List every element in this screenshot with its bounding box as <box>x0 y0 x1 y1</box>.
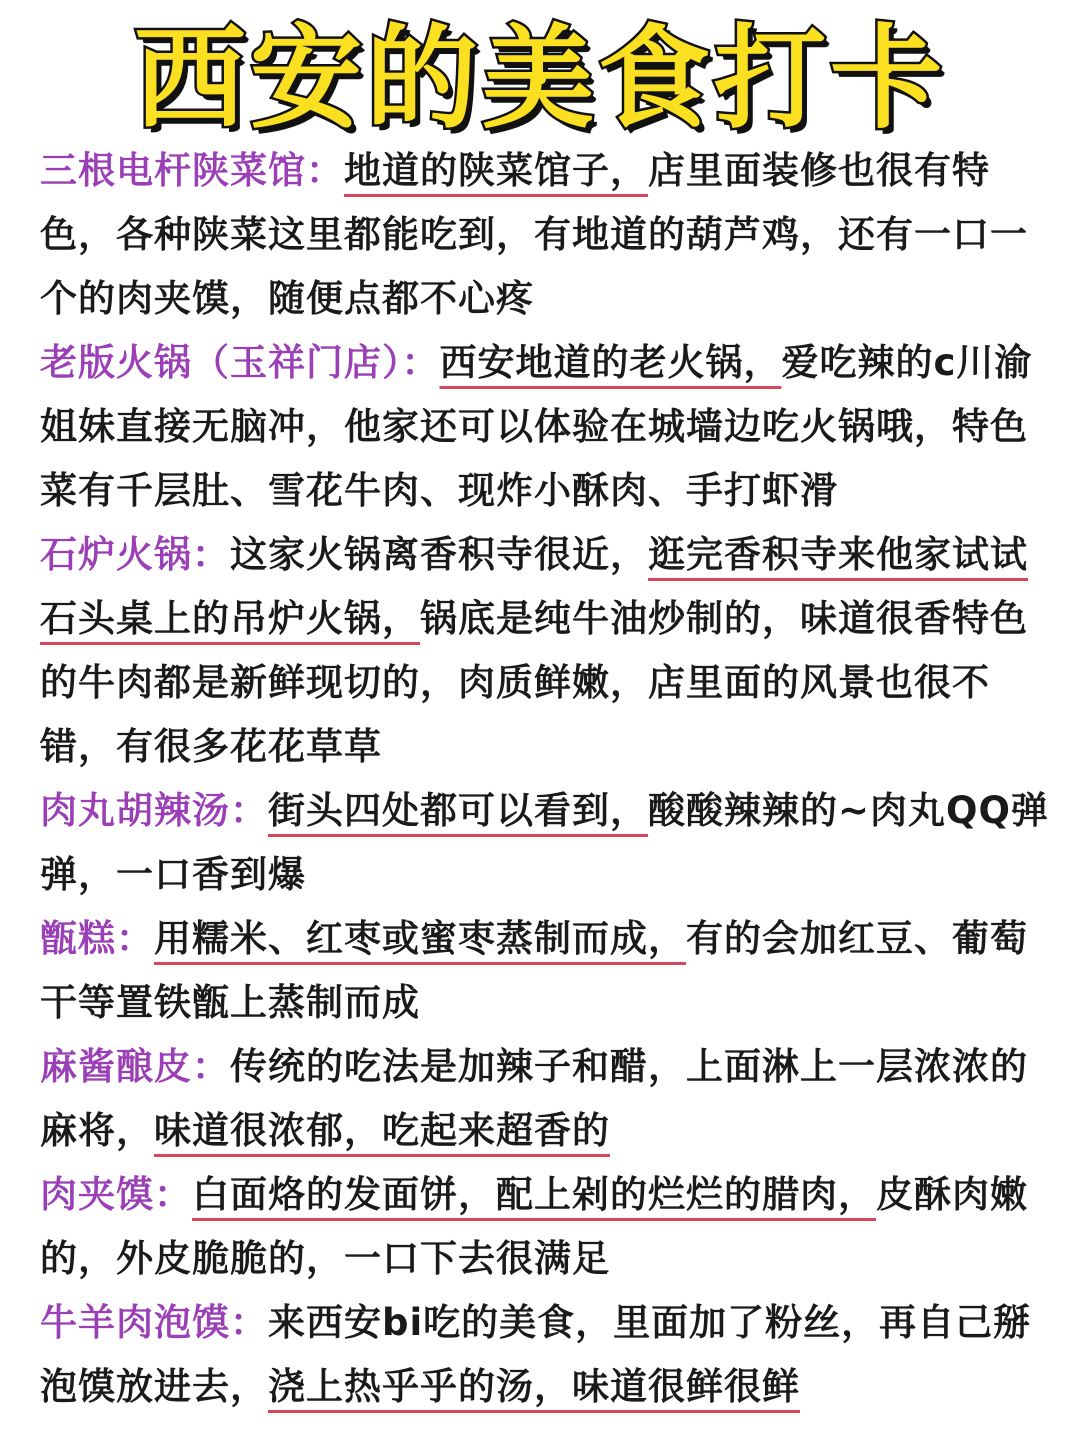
food-entry <box>40 523 1050 779</box>
description-text: 酸酸辣辣的~肉丸QQ弹弹，一口香到爆 <box>40 789 1049 896</box>
highlight-text: 白面烙的发面饼，配上剁的烂烂的腊肉， <box>192 1173 876 1216</box>
description-text: 店里面装修也很有特色，各种陕菜这里都能吃到，有地道的葫芦鸡，还有一口一个的肉夹馍，随便点都不心疼 <box>40 149 1028 320</box>
food-name: 肉夹馍： <box>40 1173 192 1216</box>
description-text: 这家火锅离香积寺很近， <box>230 533 648 576</box>
description-text: 爱吃辣的c川渝姐妹直接无脑冲，他家还可以体验在城墙边吃火锅哦，特色菜有千层肚、雪花牛肉、现炸小酥肉、手打虾滑 <box>40 341 1033 512</box>
highlight-text: 用糯米、红枣或蜜枣蒸制而成， <box>154 917 686 960</box>
food-list <box>40 139 1050 1419</box>
description-text: 皮酥肉嫩的，外皮脆脆的，一口下去很满足 <box>40 1173 1028 1280</box>
page-title: 西安的美食打卡 <box>134 14 946 144</box>
highlight-text: 地道的陕菜馆子， <box>344 149 648 192</box>
food-entry <box>40 1291 1050 1419</box>
description-text: 来西安bi吃的美食，里面加了粉丝，再自己掰泡馍放进去， <box>40 1301 1032 1408</box>
food-entry <box>40 907 1050 1035</box>
description-text: 有的会加红豆、葡萄干等置铁甑上蒸制而成 <box>40 917 1028 1024</box>
food-name: 老版火锅（玉祥门店）： <box>40 341 440 384</box>
food-entry <box>40 1163 1050 1291</box>
highlight-text: 街头四处都可以看到， <box>268 789 648 832</box>
food-entry <box>40 331 1050 523</box>
food-name: 三根电杆陕菜馆： <box>40 149 344 192</box>
description-text: 锅底是纯牛油炒制的，味道很香特色的牛肉都是新鲜现切的，肉质鲜嫩，店里面的风景也很不错，有很多花花草草 <box>40 597 1028 768</box>
food-name: 肉丸胡辣汤： <box>40 789 268 832</box>
highlight-text: 逛完香积寺来他家试试石头桌上的吊炉火锅， <box>40 533 1028 640</box>
description-text: 传统的吃法是加辣子和醋，上面淋上一层浓浓的麻将， <box>40 1045 1028 1152</box>
food-name: 石炉火锅： <box>40 533 230 576</box>
food-entry <box>40 139 1050 331</box>
food-name: 牛羊肉泡馍： <box>40 1301 268 1344</box>
food-name: 麻酱酿皮： <box>40 1045 230 1088</box>
food-entry <box>40 1035 1050 1163</box>
highlight-text: 西安地道的老火锅， <box>439 341 782 384</box>
food-name: 甑糕： <box>40 917 154 960</box>
highlight-text: 浇上热乎乎的汤，味道很鲜很鲜 <box>268 1365 800 1408</box>
food-entry <box>40 779 1050 907</box>
highlight-text: 味道很浓郁，吃起来超香的 <box>154 1109 610 1152</box>
